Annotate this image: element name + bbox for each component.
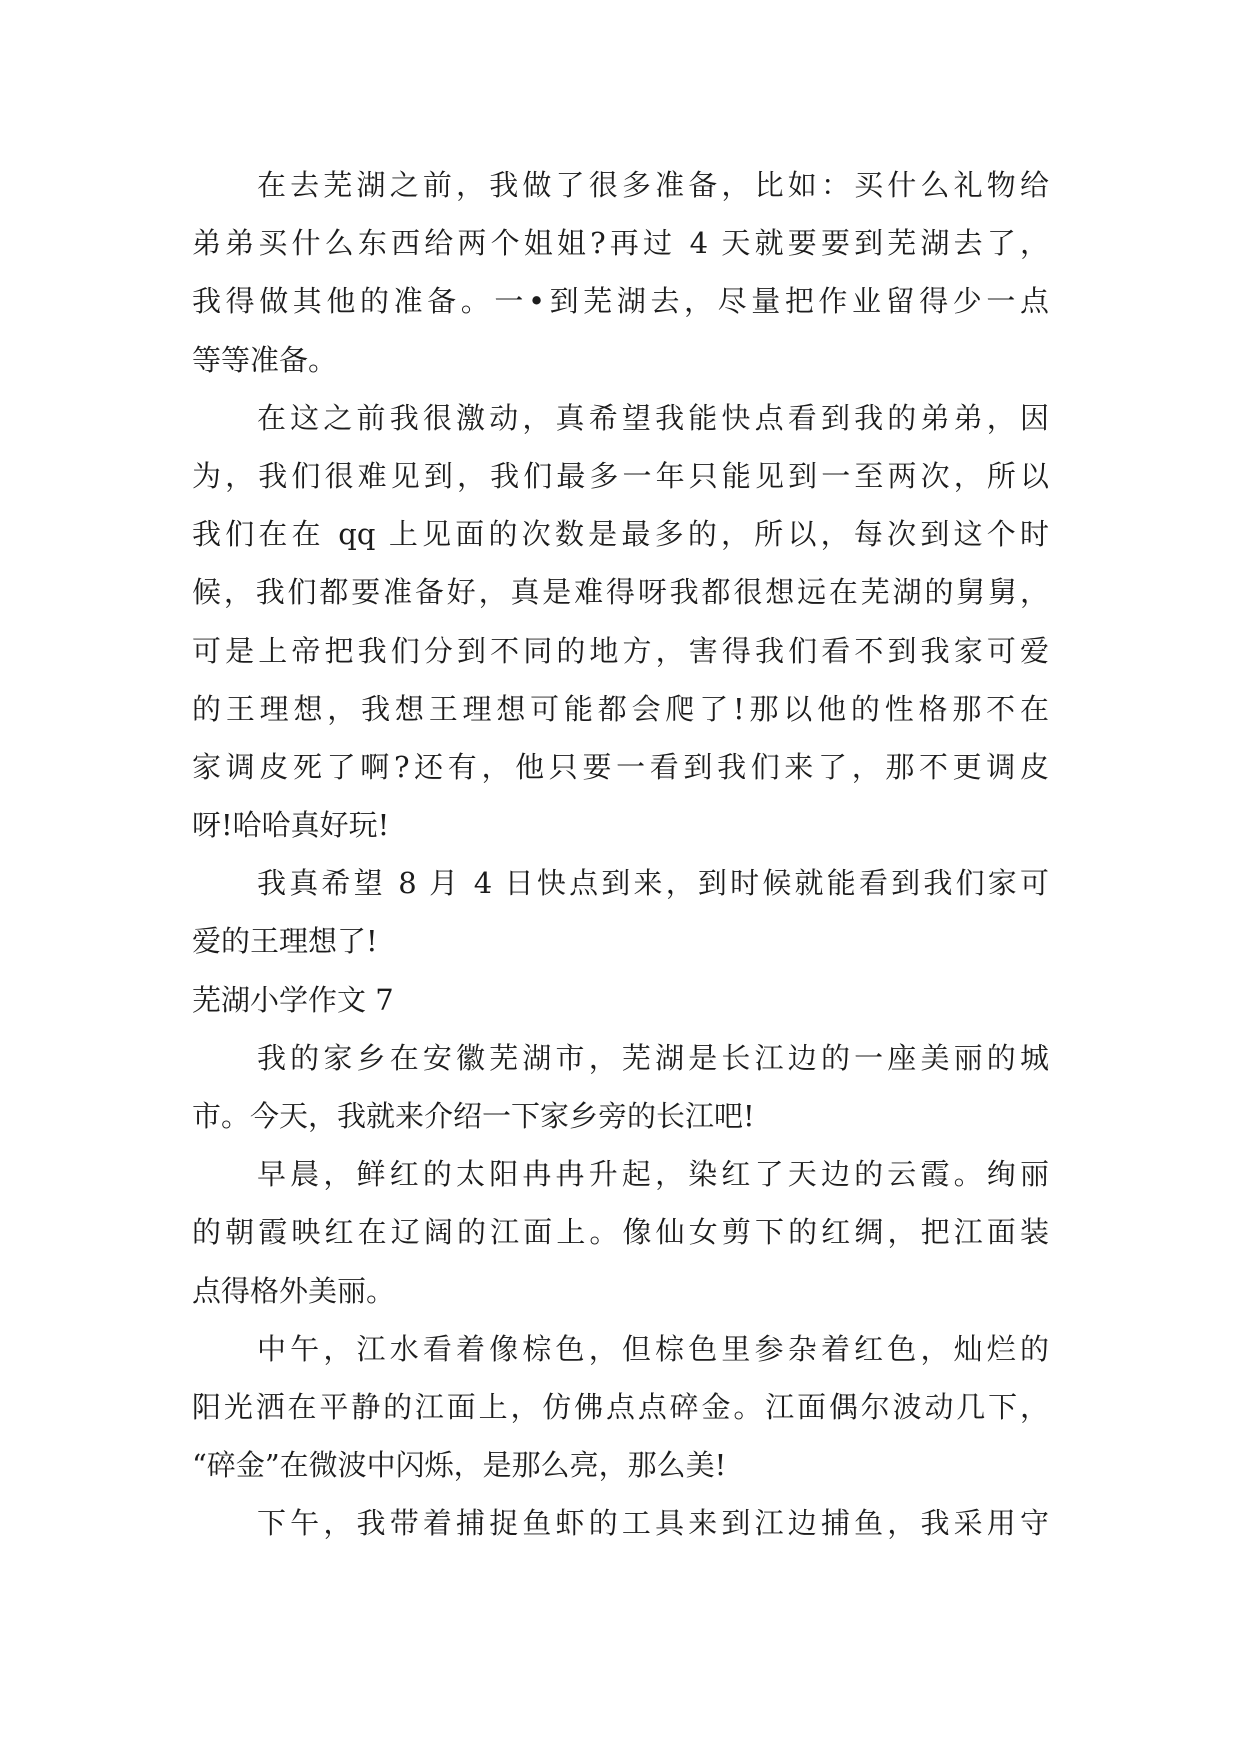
text-line: 候，我们都要准备好，真是难得呀我都很想远在芜湖的舅舅， [192,575,1049,610]
text-line: 市。今天，我就来介绍一下家乡旁的长江吧! [192,1099,755,1133]
paragraph [192,1320,1049,1495]
text-line: 等等准备。 [192,342,338,377]
text-line: 为，我们很难见到，我们最多一年只能见到一至两次，所以 [192,458,1049,493]
text-line: 的朝霞映红在辽阔的江面上。像仙女剪下的红绸，把江面装 [192,1215,1049,1250]
text-line: 家调皮死了啊?还有，他只要一看到我们来了，那不更调皮 [192,749,1049,784]
section-heading: 芜湖小学作文 7 [192,982,394,1017]
text-line: 中午，江水看着像棕色，但棕色里参杂着红色，灿烂的 [257,1331,1049,1366]
text-line: 下午，我带着捕捉鱼虾的工具来到江边捕鱼，我采用守 [257,1506,1049,1541]
text-line: 点得格外美丽。 [192,1273,396,1308]
text-line: 我们在在 qq 上见面的次数是最多的，所以，每次到这个时 [192,517,1049,552]
text-line: 早晨，鲜红的太阳冉冉升起，染红了天边的云霞。绚丽 [257,1157,1049,1192]
paragraph [192,1029,1049,1145]
document-body [192,156,1049,1553]
paragraph [192,156,1049,389]
paragraph [192,854,1049,970]
paragraph [192,1494,1049,1552]
text-line: 在去芜湖之前，我做了很多准备，比如：买什么礼物给 [257,168,1049,202]
text-line: 在这之前我很激动，真希望我能快点看到我的弟弟，因 [257,400,1049,435]
text-line: 我得做其他的准备。一•到芜湖去，尽量把作业留得少一点 [192,284,1049,319]
text-line: 弟弟买什么东西给两个姐姐?再过 4 天就要要到芜湖去了， [192,226,1049,261]
text-line: 呀!哈哈真好玩! [192,808,390,843]
text-line: 爱的王理想了! [192,924,378,959]
text-line: 我的家乡在安徽芜湖市，芜湖是长江边的一座美丽的城 [257,1040,1049,1075]
text-line: 阳光洒在平静的江面上，仿佛点点碎金。江面偶尔波动几下， [192,1389,1049,1424]
text-line: 我真希望 8 月 4 日快点到来，到时候就能看到我们家可 [257,866,1049,901]
paragraph [192,1145,1049,1320]
text-line: “碎金”在微波中闪烁，是那么亮，那么美! [192,1448,727,1483]
text-line: 可是上帝把我们分到不同的地方，害得我们看不到我家可爱 [192,633,1049,668]
text-line: 的王理想，我想王理想可能都会爬了!那以他的性格那不在 [192,691,1049,726]
paragraph [192,389,1049,855]
